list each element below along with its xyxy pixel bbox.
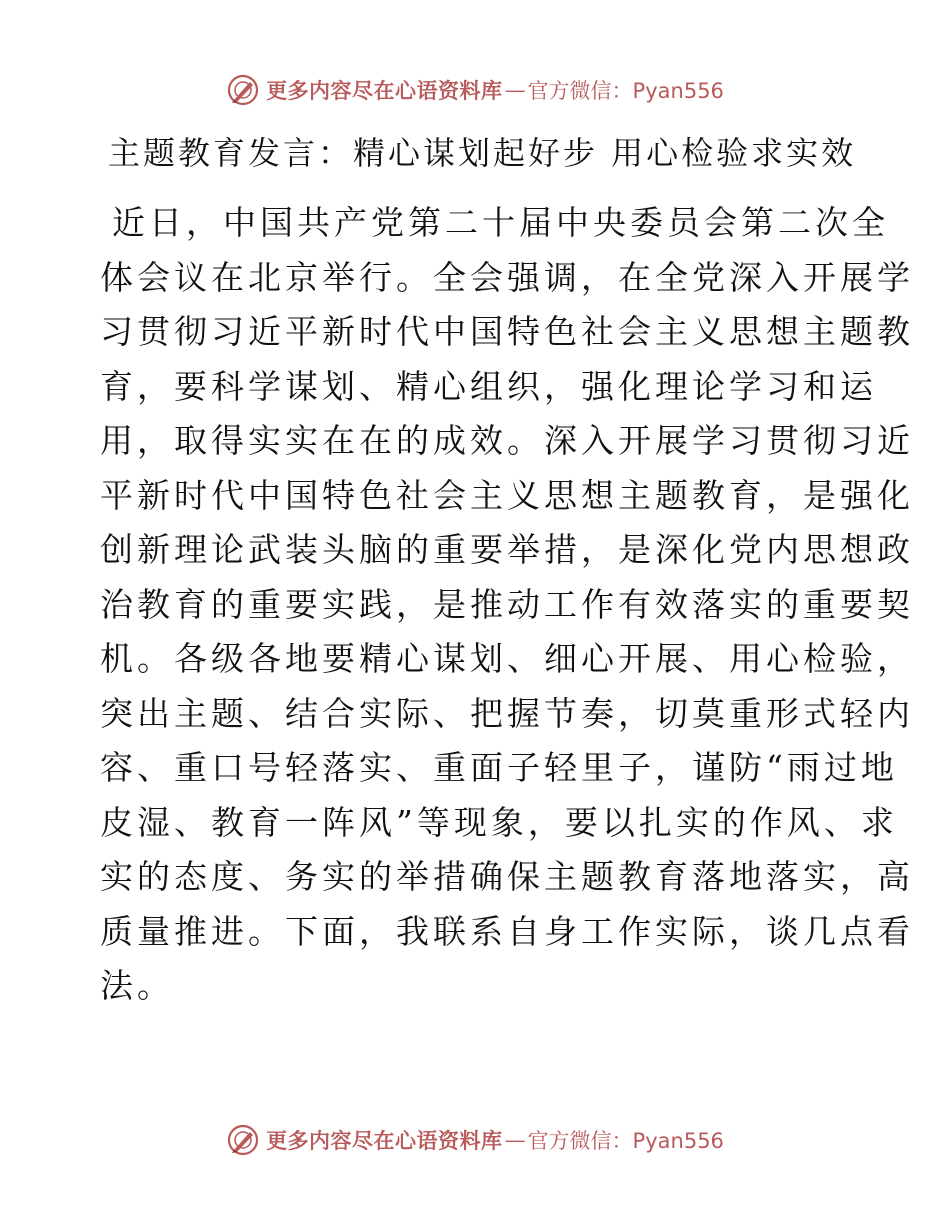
document-title: 主题教育发言：精心谋划起好步 用心检验求实效 [108, 134, 857, 172]
banner-text: 更多内容尽在心语资料库 [266, 78, 503, 103]
banner-separator: — [504, 1128, 526, 1152]
banner-wechat: 官方微信：Pyan556 [527, 79, 724, 103]
body-line: 法。 [100, 966, 174, 1005]
body-line: 习贯彻习近平新时代中国特色社会主义思想主题教 [100, 312, 914, 351]
document-body [100, 196, 914, 1014]
body-line: 育，要科学谋划、精心组织，强化理论学习和运 [100, 366, 877, 406]
body-line: 体会议在北京举行。全会强调，在全党深入开展学 [100, 257, 914, 297]
body-line: 机。各级各地要精心谋划、细心开展、用心检验， [100, 639, 914, 678]
body-line: 用，取得实实在在的成效。深入开展学习贯彻习近 [100, 421, 914, 460]
body-line: 近日，中国共产党第二十届中央委员会第二次全 [112, 203, 889, 242]
footer-banner [0, 1120, 950, 1160]
banner-separator: — [504, 78, 526, 102]
banner-text: 更多内容尽在心语资料库 [266, 1128, 503, 1153]
body-line: 平新时代中国特色社会主义思想主题教育，是强化 [100, 475, 914, 515]
banner-wechat: 官方微信：Pyan556 [527, 1129, 724, 1153]
body-line: 皮湿、教育一阵风”等现象，要以扎实的作风、求 [100, 802, 898, 842]
body-line: 实的态度、务实的举措确保主题教育落地落实，高 [100, 857, 914, 896]
pen-logo-icon [226, 1123, 260, 1157]
body-line: 创新理论武装头脑的重要举措，是深化党内思想政 [100, 530, 914, 569]
body-line: 治教育的重要实践，是推动工作有效落实的重要契 [100, 584, 914, 624]
body-line: 突出主题、结合实际、把握节奏，切莫重形式轻内 [100, 693, 914, 733]
body-line: 容、重口号轻落实、重面子轻里子，谨防“雨过地 [100, 748, 898, 787]
body-line: 质量推进。下面，我联系自身工作实际，谈几点看 [100, 911, 914, 951]
pen-logo-icon [226, 73, 260, 107]
header-banner [0, 70, 950, 110]
